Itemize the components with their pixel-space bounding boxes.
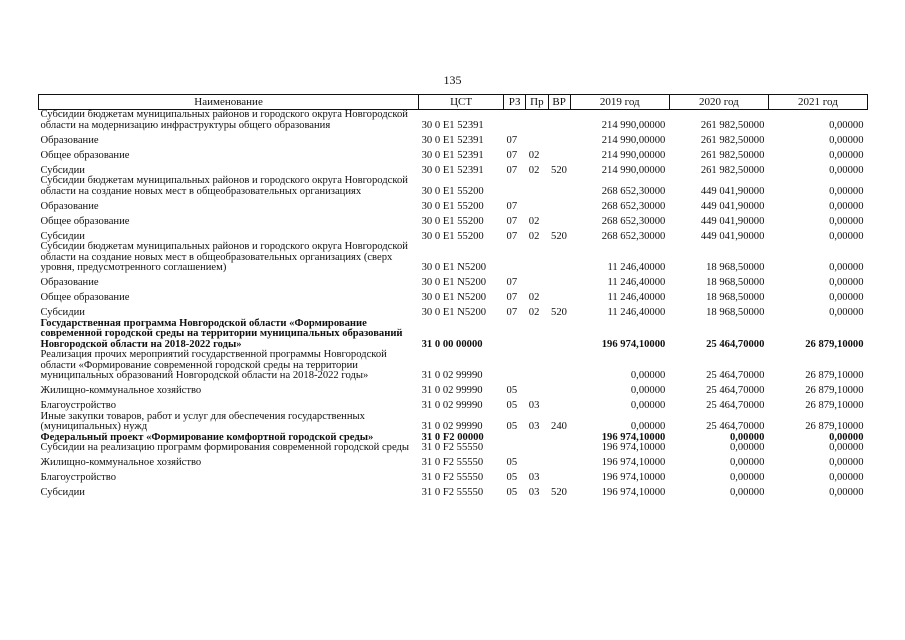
cell-y2020: 18 968,50000 xyxy=(706,307,765,318)
cell-cst: 31 0 02 99990 xyxy=(421,370,483,381)
cell-name: Субсидии бюджетам муниципальных районов и городского округа Новгородской области на создание новых мест в общеобразовательных организациях (сверх уровня, предусмотренного соглашением) xyxy=(40,241,408,273)
cell-rz xyxy=(504,110,526,132)
table-row xyxy=(39,146,868,161)
cell-y2019: 268 652,30000 xyxy=(601,185,666,197)
cell-name: Субсидии xyxy=(40,230,85,242)
cell-y2019: 0,00000 xyxy=(630,385,666,396)
cell-pr: 03 xyxy=(528,472,540,483)
header-vr: ВР xyxy=(548,95,570,110)
cell-y2019: 268 652,30000 xyxy=(601,200,666,212)
cell-cst: 31 0 02 99990 xyxy=(421,400,483,411)
header-2021: 2021 год xyxy=(768,95,867,110)
cell-name: Общее образование xyxy=(40,149,130,161)
cell-rz xyxy=(504,443,526,454)
cell-rz: 07 xyxy=(506,134,518,146)
cell-cst: 31 0 F2 55550 xyxy=(421,487,484,498)
header-rz: РЗ xyxy=(504,95,526,110)
cell-vr xyxy=(548,350,570,382)
cell-y2020: 0,00000 xyxy=(729,442,765,453)
table-row xyxy=(39,212,868,227)
cell-pr: 03 xyxy=(528,421,540,432)
cell-y2020: 0,00000 xyxy=(729,487,765,498)
cell-name: Жилищно-коммунальное хозяйство xyxy=(40,385,202,396)
cell-y2019: 196 974,10000 xyxy=(601,487,666,498)
cell-name: Образование xyxy=(40,277,99,288)
cell-name: Образование xyxy=(40,200,99,212)
table-row xyxy=(39,227,868,242)
cell-y2021: 0,00000 xyxy=(829,215,864,227)
cell-rz xyxy=(504,319,526,351)
table-row xyxy=(39,484,868,499)
cell-pr: 02 xyxy=(528,164,540,176)
cell-name: Государственная программа Новгородской области «Формирование современной городской среды на территории муниципальных образований Новгородской области на 2018-2022 годы» xyxy=(40,317,403,350)
cell-name: Субсидии xyxy=(40,164,85,176)
cell-pr: 02 xyxy=(528,292,540,303)
cell-y2021: 0,00000 xyxy=(829,119,864,131)
cell-y2020: 261 982,50000 xyxy=(700,164,765,176)
cell-pr: 02 xyxy=(528,307,540,318)
cell-y2021: 26 879,10000 xyxy=(805,370,864,381)
table-row xyxy=(39,197,868,212)
cell-name: Иные закупки товаров, работ и услуг для обеспечения государственных (муниципальных) нужд xyxy=(40,410,365,432)
cell-cst: 30 0 Е1 55200 xyxy=(421,215,484,227)
table-row xyxy=(39,304,868,319)
cell-rz: 05 xyxy=(506,487,518,498)
cell-pr xyxy=(526,197,548,212)
cell-name: Реализация прочих мероприятий государственной программы Новгородской области «Формирование современной городской среды на территории муниципальных образований Новгородской области на 2018-2022 годы» xyxy=(40,349,387,381)
cell-vr xyxy=(548,382,570,397)
cell-cst: 31 0 F2 55550 xyxy=(421,472,484,483)
cell-y2021: 0,00000 xyxy=(829,472,864,483)
cell-vr xyxy=(548,212,570,227)
header-name: Наименование xyxy=(39,95,419,110)
cell-rz: 07 xyxy=(506,307,518,318)
cell-name: Субсидии бюджетам муниципальных районов и городского округа Новгородской области на создание новых мест в общеобразовательных организациях xyxy=(40,175,408,197)
cell-name: Субсидии xyxy=(40,307,85,318)
cell-y2019: 11 246,40000 xyxy=(607,277,666,288)
header-cst: ЦСТ xyxy=(419,95,504,110)
cell-y2020: 25 464,70000 xyxy=(706,421,765,432)
cell-vr xyxy=(548,110,570,132)
cell-rz: 07 xyxy=(506,164,518,176)
cell-name: Субсидии xyxy=(40,487,85,498)
header-2019: 2019 год xyxy=(570,95,669,110)
cell-vr xyxy=(548,433,570,444)
cell-y2020: 0,00000 xyxy=(729,472,765,483)
cell-pr: 02 xyxy=(528,149,540,161)
cell-pr xyxy=(526,131,548,146)
cell-cst: 30 0 Е1 N5200 xyxy=(421,262,487,273)
cell-cst: 31 0 F2 55550 xyxy=(421,457,484,468)
cell-name: Федеральный проект «Формирование комфортной городской среды» xyxy=(40,431,374,443)
cell-y2019: 0,00000 xyxy=(630,370,666,381)
cell-pr xyxy=(526,110,548,132)
cell-name: Субсидии бюджетам муниципальных районов и городского округа Новгородской области на модернизацию инфраструктуры общего образования xyxy=(40,109,408,131)
cell-vr xyxy=(548,197,570,212)
cell-cst: 31 0 F2 00000 xyxy=(421,431,484,443)
cell-y2019: 196 974,10000 xyxy=(601,338,666,350)
cell-vr xyxy=(548,146,570,161)
cell-y2019: 196 974,10000 xyxy=(601,442,666,453)
cell-y2020: 449 041,90000 xyxy=(700,200,765,212)
cell-rz: 07 xyxy=(506,200,518,212)
cell-y2020: 18 968,50000 xyxy=(706,262,765,273)
table-row xyxy=(39,397,868,412)
cell-y2021: 0,00000 xyxy=(829,262,864,273)
cell-y2020: 261 982,50000 xyxy=(700,134,765,146)
cell-name: Образование xyxy=(40,134,99,146)
cell-vr xyxy=(548,131,570,146)
cell-y2020: 25 464,70000 xyxy=(706,400,765,411)
cell-cst: 30 0 Е1 52391 xyxy=(421,149,484,161)
table-row xyxy=(39,319,868,351)
cell-y2019: 196 974,10000 xyxy=(601,457,666,468)
cell-y2019: 196 974,10000 xyxy=(601,472,666,483)
cell-y2020: 449 041,90000 xyxy=(700,215,765,227)
cell-vr: 520 xyxy=(551,487,567,498)
cell-rz: 05 xyxy=(506,472,518,483)
cell-cst: 30 0 Е1 N5200 xyxy=(421,277,487,288)
cell-name: Общее образование xyxy=(40,215,130,227)
cell-y2021: 0,00000 xyxy=(829,149,864,161)
cell-vr xyxy=(548,319,570,351)
cell-y2021: 26 879,10000 xyxy=(805,421,864,432)
cell-pr: 02 xyxy=(528,215,540,227)
cell-y2019: 214 990,00000 xyxy=(601,149,666,161)
cell-y2021: 26 879,10000 xyxy=(805,338,864,350)
table-row xyxy=(39,412,868,433)
cell-y2019: 268 652,30000 xyxy=(601,215,666,227)
table-row xyxy=(39,469,868,484)
cell-y2019: 196 974,10000 xyxy=(601,431,666,443)
cell-cst: 30 0 Е1 N5200 xyxy=(421,292,487,303)
table-header-row xyxy=(39,95,868,110)
table-row xyxy=(39,274,868,289)
cell-vr: 520 xyxy=(551,164,567,176)
table-row xyxy=(39,443,868,454)
cell-name: Благоустройство xyxy=(40,472,116,483)
cell-pr xyxy=(526,350,548,382)
table-row xyxy=(39,110,868,132)
cell-rz: 05 xyxy=(506,457,518,468)
cell-pr xyxy=(526,443,548,454)
cell-name: Общее образование xyxy=(40,292,130,303)
cell-cst: 30 0 Е1 N5200 xyxy=(421,307,487,318)
cell-vr xyxy=(548,274,570,289)
cell-y2021: 0,00000 xyxy=(829,457,864,468)
cell-y2020: 18 968,50000 xyxy=(706,277,765,288)
cell-cst: 30 0 Е1 52391 xyxy=(421,134,484,146)
cell-y2020: 25 464,70000 xyxy=(706,385,765,396)
cell-cst: 31 0 00 00000 xyxy=(421,338,483,350)
cell-y2019: 0,00000 xyxy=(630,400,666,411)
cell-y2021: 0,00000 xyxy=(829,442,864,453)
cell-pr: 02 xyxy=(528,230,540,242)
cell-y2020: 0,00000 xyxy=(729,457,765,468)
cell-y2020: 449 041,90000 xyxy=(700,185,765,197)
cell-y2019: 11 246,40000 xyxy=(607,262,666,273)
cell-vr xyxy=(548,454,570,469)
cell-name: Благоустройство xyxy=(40,400,116,411)
cell-cst: 31 0 02 99990 xyxy=(421,421,483,432)
cell-rz: 07 xyxy=(506,230,518,242)
cell-rz: 05 xyxy=(506,400,518,411)
cell-y2020: 261 982,50000 xyxy=(700,119,765,131)
cell-cst: 31 0 02 99990 xyxy=(421,385,483,396)
cell-y2021: 0,00000 xyxy=(829,292,864,303)
cell-rz: 05 xyxy=(506,385,518,396)
cell-pr xyxy=(526,433,548,444)
cell-rz xyxy=(504,176,526,197)
cell-vr: 520 xyxy=(551,230,567,242)
cell-vr xyxy=(548,397,570,412)
table-row xyxy=(39,289,868,304)
cell-y2020: 18 968,50000 xyxy=(706,292,765,303)
cell-rz: 07 xyxy=(506,215,518,227)
cell-cst: 30 0 Е1 55200 xyxy=(421,185,484,197)
cell-cst: 30 0 Е1 52391 xyxy=(421,119,484,131)
cell-y2020: 25 464,70000 xyxy=(706,338,765,350)
cell-vr: 520 xyxy=(551,307,567,318)
cell-y2020: 0,00000 xyxy=(729,431,765,443)
table-row xyxy=(39,176,868,197)
cell-rz xyxy=(504,433,526,444)
cell-rz: 07 xyxy=(506,149,518,161)
cell-y2019: 11 246,40000 xyxy=(607,292,666,303)
cell-vr xyxy=(548,242,570,274)
cell-vr xyxy=(548,443,570,454)
cell-pr xyxy=(526,176,548,197)
cell-y2019: 214 990,00000 xyxy=(601,134,666,146)
cell-rz: 07 xyxy=(506,277,518,288)
cell-y2020: 261 982,50000 xyxy=(700,149,765,161)
table-body xyxy=(39,110,868,499)
cell-y2020: 449 041,90000 xyxy=(700,230,765,242)
cell-rz xyxy=(504,350,526,382)
cell-cst: 31 0 F2 55550 xyxy=(421,442,484,453)
cell-y2021: 0,00000 xyxy=(829,431,864,443)
cell-y2019: 11 246,40000 xyxy=(607,307,666,318)
table-row xyxy=(39,350,868,382)
header-pr: Пр xyxy=(526,95,548,110)
cell-cst: 30 0 Е1 55200 xyxy=(421,200,484,212)
table-row xyxy=(39,382,868,397)
cell-vr: 240 xyxy=(551,421,567,432)
cell-pr: 03 xyxy=(528,400,540,411)
table-row xyxy=(39,242,868,274)
cell-name: Жилищно-коммунальное хозяйство xyxy=(40,457,202,468)
cell-vr xyxy=(548,176,570,197)
cell-y2021: 0,00000 xyxy=(829,200,864,212)
cell-y2021: 0,00000 xyxy=(829,134,864,146)
cell-rz: 05 xyxy=(506,421,518,432)
cell-vr xyxy=(548,289,570,304)
cell-cst: 30 0 Е1 52391 xyxy=(421,164,484,176)
cell-y2019: 0,00000 xyxy=(630,421,666,432)
cell-y2021: 26 879,10000 xyxy=(805,385,864,396)
table-row xyxy=(39,161,868,176)
cell-cst: 30 0 Е1 55200 xyxy=(421,230,484,242)
cell-pr xyxy=(526,382,548,397)
table-row xyxy=(39,454,868,469)
cell-y2021: 26 879,10000 xyxy=(805,400,864,411)
cell-y2019: 214 990,00000 xyxy=(601,164,666,176)
cell-pr xyxy=(526,319,548,351)
cell-y2021: 0,00000 xyxy=(829,277,864,288)
cell-pr: 03 xyxy=(528,487,540,498)
cell-y2019: 268 652,30000 xyxy=(601,230,666,242)
cell-y2021: 0,00000 xyxy=(829,164,864,176)
cell-y2021: 0,00000 xyxy=(829,230,864,242)
cell-y2021: 0,00000 xyxy=(829,487,864,498)
cell-y2020: 25 464,70000 xyxy=(706,370,765,381)
cell-y2021: 0,00000 xyxy=(829,185,864,197)
budget-table xyxy=(38,94,868,499)
cell-y2021: 0,00000 xyxy=(829,307,864,318)
cell-pr xyxy=(526,242,548,274)
cell-rz xyxy=(504,242,526,274)
page-number: 135 xyxy=(443,73,462,87)
cell-name: Субсидии на реализацию программ формирования современной городской среды xyxy=(40,442,410,453)
header-2020: 2020 год xyxy=(669,95,768,110)
cell-pr xyxy=(526,454,548,469)
cell-pr xyxy=(526,274,548,289)
cell-y2019: 214 990,00000 xyxy=(601,119,666,131)
cell-vr xyxy=(548,469,570,484)
table-row xyxy=(39,131,868,146)
cell-rz: 07 xyxy=(506,292,518,303)
